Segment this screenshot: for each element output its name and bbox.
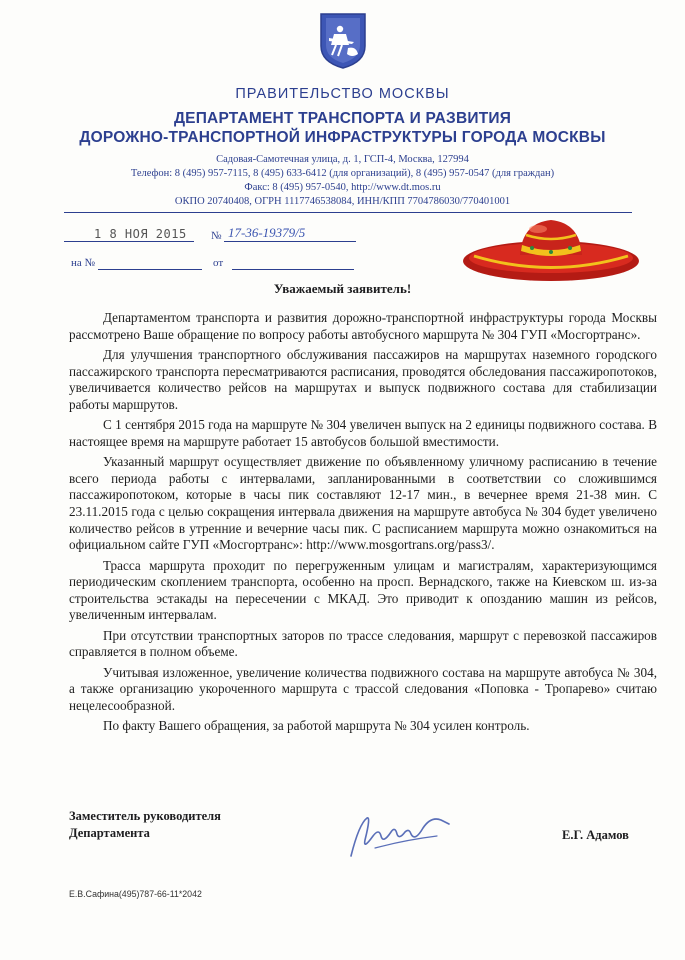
paragraph: С 1 сентября 2015 года на маршруте № 304 увеличен выпуск на 2 единицы подвижного состава. В настоящее время на маршруте работает 15 автобусов большой вместимости. <box>69 417 657 449</box>
date-field-line <box>64 241 194 242</box>
government-name: ПРАВИТЕЛЬСТВО МОСКВЫ <box>235 86 450 102</box>
number-field-line <box>224 241 356 242</box>
paragraph: Для улучшения транспортного обслуживания пассажиров на маршрутах наземного городского пассажирского транспорта пересматриваются расписания, проводятся обследования пассажиропотоков, увеличивается количество рейсов на маршрутах и выпуск подвижного состава для стабилизации работы маршрутов. <box>69 346 657 412</box>
signatory-role-line1: Заместитель руководителя <box>69 809 221 823</box>
handwritten-signature <box>345 806 457 866</box>
incoming-date-label: от <box>213 257 224 269</box>
letter-body <box>69 310 657 739</box>
date-stamp: 1 8 НОЯ 2015 <box>94 227 187 241</box>
sombrero-sticker-icon <box>462 215 640 283</box>
paragraph: Учитывая изложенное, увеличение количества подвижного состава на маршруте автобуса № 304, а также организацию укороченного маршрута с трассой следования «Поповка - Тропарево» считаю нецелесообразной. <box>69 664 657 713</box>
signatory-role-line2: Департамента <box>69 826 150 840</box>
paragraph: Указанный маршрут осуществляет движение по объявленному уличному расписанию в течение всего периода работы с интервалами, запланированными в соответствии со сложившимся пассажиропотоком, которые в часы пик составляют 12-17 мин., в вечернее время 21-38 мин. С 23.11.2015 года с целью сокращения интервала движения на маршруте автобуса № 304 будет увеличено количество рейсов в утренние и вечерние часы пик. С расписанием маршрута можно ознакомиться на официальном сайте ГУП «Мосгортранс»: http://www.mosgortrans.org/pass3/. <box>69 454 657 553</box>
salutation: Уважаемый заявитель! <box>273 281 412 296</box>
executor-contact: Е.В.Сафина(495)787-66-11*2042 <box>69 889 202 899</box>
incoming-number-label: на № <box>71 257 96 269</box>
department-fax-website: Факс: 8 (495) 957-0540, http://www.dt.mos.ru <box>244 182 441 193</box>
department-name-line2: ДОРОЖНО-ТРАНСПОРТНОЙ ИНФРАСТРУКТУРЫ ГОРОДА МОСКВЫ <box>79 129 606 146</box>
paragraph: Департаментом транспорта и развития дорожно-транспортной инфраструктуры города Москвы рассмотрено Ваше обращение по вопросу работы автобусного маршрута № 304 ГУП «Мосгортранс». <box>69 310 657 342</box>
department-address: Садовая-Самотечная улица, д. 1, ГСП-4, Москва, 127994 <box>216 154 469 165</box>
incoming-number-line <box>98 269 202 270</box>
moscow-coat-of-arms-icon <box>318 12 368 70</box>
paragraph: Трасса маршрута проходит по перегруженным улицам и магистралям, характеризующимся периодическим скоплением транспорта, особенно на просп. Вернадского, также на Киевском ш. из-за строительства эстакады на пересечении с МКАД. Это приводит к опозданию машин из рейсов, увеличенным интервалам. <box>69 557 657 623</box>
department-registry-codes: ОКПО 20740408, ОГРН 1117746538084, ИНН/КПП 7704786030/770401001 <box>174 196 511 207</box>
header-divider <box>64 212 632 213</box>
outgoing-number-handwritten: 17-36-19379/5 <box>228 225 306 240</box>
department-phones: Телефон: 8 (495) 957-7115, 8 (495) 633-6412 (для организаций), 8 (495) 957-0547 (для граждан) <box>130 168 555 179</box>
paragraph: При отсутствии транспортных заторов по трассе следования, маршрут с перевозкой пассажиров справляется в полном объеме. <box>69 627 657 660</box>
department-name-line1: ДЕПАРТАМЕНТ ТРАНСПОРТА И РАЗВИТИЯ <box>173 110 512 127</box>
signatory-name: Е.Г. Адамов <box>562 828 629 842</box>
incoming-date-line <box>232 269 354 270</box>
number-label: № <box>211 230 222 242</box>
paragraph: По факту Вашего обращения, за работой маршрута № 304 усилен контроль. <box>103 718 530 734</box>
signatory-role <box>69 808 221 842</box>
